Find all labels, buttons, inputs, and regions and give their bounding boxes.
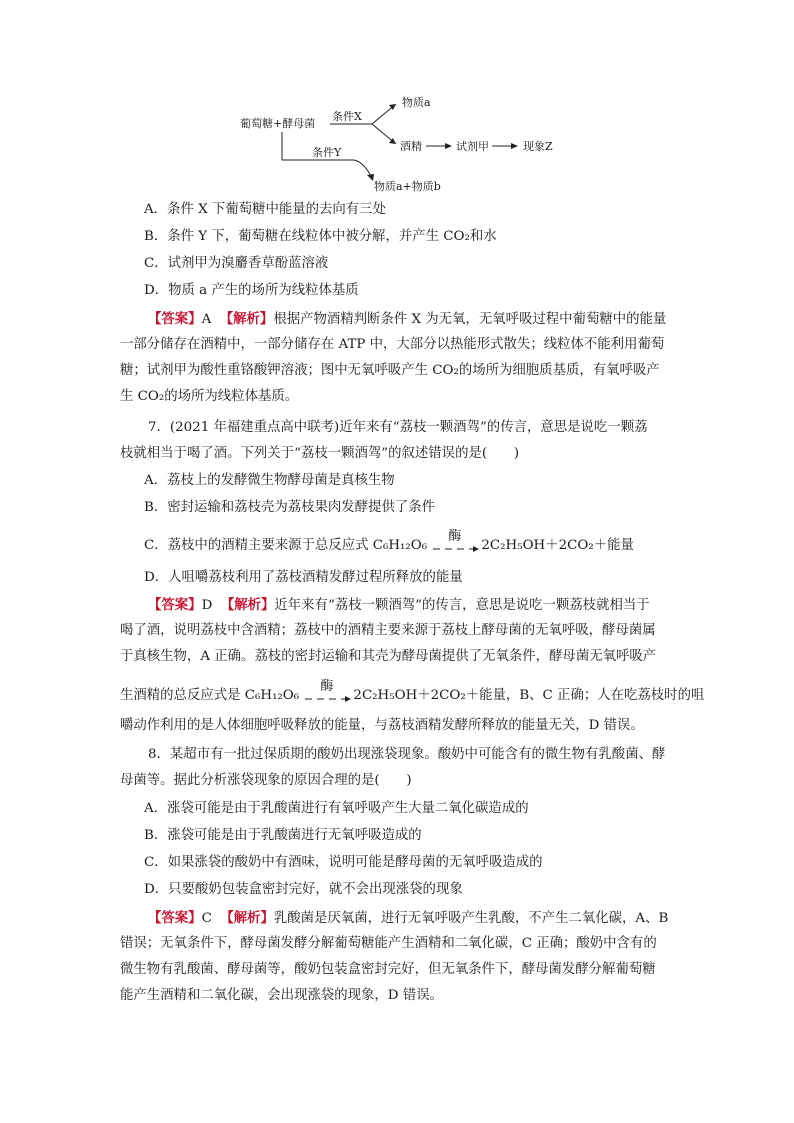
q7-analysis-line-5: 嚼动作利用的是人体细胞呼吸释放的能量，与荔枝酒精发酵所释放的能量无关，D 错误。 (120, 718, 644, 733)
diagram-phenomenon: 现象Z (523, 140, 553, 153)
q7-option-a: A．荔枝上的发酵微生物酵母菌是真核生物 (144, 473, 395, 488)
q7-option-c-suffix: 2C₂H₅OH＋2CO₂＋能量 (481, 538, 634, 553)
q7-analysis-line-1 (148, 595, 708, 616)
fermentation-diagram (236, 86, 576, 198)
q8-stem-line-2: 母菌等。据此分析涨袋现象的原因合理的是( ) (120, 773, 412, 788)
diagram-condition-y: 条件Y (312, 146, 342, 159)
q7-analysis-tag: 【解析】 (220, 597, 275, 613)
q8-analysis-tag: 【解析】 (220, 910, 274, 926)
q6-analysis-line-3: 糖；试剂甲为酸性重铬酸钾溶液；图中无氧呼吸产生 CO₂的场所为细胞质基质，有氧呼吸产 (120, 363, 660, 378)
arrow-icon (431, 545, 481, 553)
q7-analysis-text-1: 近年来有“荔枝一颗酒驾”的传言，意思是说吃一颗荔枝就相当于 (274, 598, 650, 613)
q6-analysis-tag: 【解析】 (219, 311, 274, 327)
q7-analysis-line-4-suffix: 2C₂H₅OH＋2CO₂＋能量，B、C 正确；人在吃荔枝时的咀 (353, 688, 705, 703)
q7-option-c (144, 528, 704, 556)
q7-analysis-line-4 (120, 678, 705, 706)
q8-option-d: D．只要酸奶包装盒密封完好，就不会出现涨袋的现象 (144, 882, 463, 897)
q6-answer: A (201, 312, 212, 327)
enzyme-label-2: 酶 (320, 678, 334, 694)
q6-answer-tag: 【答案】 (148, 311, 202, 327)
q7-option-b: B．密封运输和荔枝壳为荔枝果肉发酵提供了条件 (144, 500, 436, 515)
q8-analysis-line-2: 错误；无氧条件下，酵母菌发酵分解葡萄糖能产生酒精和二氧化碳，C 正确；酸奶中含有的 (120, 936, 657, 951)
reaction-arrow-2 (303, 678, 353, 703)
q7-stem-line-2: 枝就相当于喝了酒。下列关于“荔枝一颗酒驾”的叙述错误的是( ) (120, 446, 520, 461)
q8-option-b: B．涨袋可能是由于乳酸菌进行无氧呼吸造成的 (144, 828, 422, 843)
diagram-substrate: 葡萄糖+酵母菌 (240, 117, 316, 130)
q6-option-a: A．条件 X 下葡萄糖中能量的去向有三处 (144, 202, 386, 217)
q6-option-c: C．试剂甲为溴麝香草酚蓝溶液 (144, 256, 329, 271)
q7-answer: D (201, 598, 213, 613)
q8-answer: C (201, 911, 212, 926)
q8-analysis-line-4: 能产生酒精和二氧化碳，会出现涨袋的现象，D 错误。 (120, 988, 443, 1003)
diagram-substance-a: 物质a (402, 96, 431, 109)
q6-analysis-line-4: 生 CO₂的场所为线粒体基质。 (120, 389, 299, 404)
reaction-arrow (431, 528, 481, 553)
q7-option-c-prefix: C．荔枝中的酒精主要来源于总反应式 C₆H₁₂O₆ (144, 538, 428, 553)
q8-stem-line-1: 8．某超市有一批过保质期的酸奶出现涨袋现象。酸奶中可能含有的微生物有乳酸菌、酵 (148, 747, 666, 762)
q8-option-a: A．涨袋可能是由于乳酸菌进行有氧呼吸产生大量二氧化碳造成的 (144, 801, 529, 816)
diagram-condition-x: 条件X (332, 110, 362, 123)
q6-option-d: D．物质 a 产生的场所为线粒体基质 (144, 283, 359, 298)
q8-option-c: C．如果涨袋的酸奶中有酒味，说明可能是酵母菌的无氧呼吸造成的 (144, 855, 543, 870)
arrow-icon (303, 695, 353, 703)
q7-analysis-line-3: 于真核生物，A 正确。荔枝的密封运输和其壳为酵母菌提供了无氧条件，酵母菌无氧呼吸产 (120, 649, 657, 664)
q7-answer-tag: 【答案】 (148, 597, 202, 613)
q8-analysis-line-3: 微生物有乳酸菌、酵母菌等，酸奶包装盒密封完好，但无氧条件下，酵母菌发酵分解葡萄糖 (120, 962, 656, 977)
q7-analysis-line-4-prefix: 生酒精的总反应式是 C₆H₁₂O₆ (120, 688, 300, 703)
q8-analysis-line-1 (148, 908, 708, 929)
q8-answer-tag: 【答案】 (148, 910, 202, 926)
q7-analysis-line-2: 喝了酒，说明荔枝中含酒精；荔枝中的酒精主要来源于荔枝上酵母菌的无氧呼吸，酵母菌属 (120, 623, 656, 638)
diagram-reagent: 试剂甲 (456, 140, 489, 153)
q6-analysis-line-2: 一部分储存在酒精中，一部分储存在 ATP 中，大部分以热能形式散失；线粒体不能利用葡萄 (120, 337, 665, 352)
diagram-alcohol: 酒精 (400, 140, 422, 153)
q8-analysis-text-1: 乳酸菌是厌氧菌，进行无氧呼吸产生乳酸，不产生二氧化碳，A、B (273, 911, 669, 926)
q7-stem-line-1: 7．(2021 年福建重点高中联考)近年来有“荔枝一颗酒驾”的传言，意思是说吃一颗荔 (148, 420, 648, 435)
enzyme-label: 酶 (448, 528, 462, 544)
q6-analysis-text-1: 根据产物酒精判断条件 X 为无氧，无氧呼吸过程中葡萄糖中的能量 (273, 312, 667, 327)
q7-option-d: D．人咀嚼荔枝利用了荔枝酒精发酵过程所释放的能量 (144, 570, 463, 585)
q6-analysis-line-1 (148, 309, 708, 330)
diagram-substance-ab: 物质a+物质b (374, 180, 441, 193)
q6-option-b: B．条件 Y 下，葡萄糖在线粒体中被分解，并产生 CO₂和水 (144, 229, 497, 244)
